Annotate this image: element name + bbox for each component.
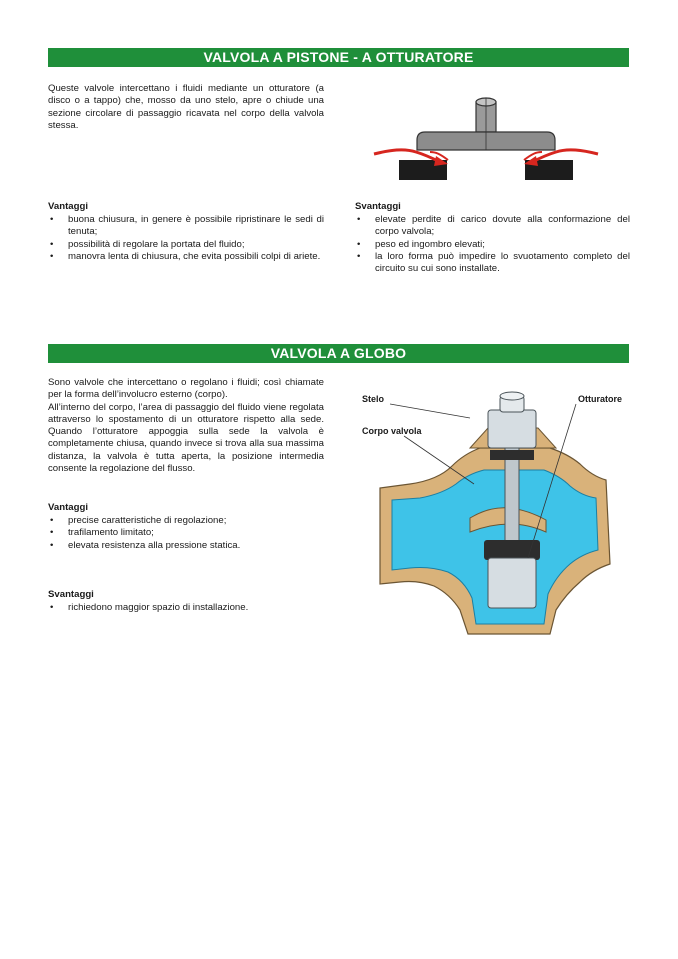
cons-list [48, 602, 324, 614]
packing-nut [488, 410, 536, 448]
cons-title: Svantaggi [355, 201, 401, 212]
list-item: • elevata resistenza alla pressione statica. [48, 540, 324, 552]
list-item: • richiedono maggior spazio di installazione. [48, 602, 324, 614]
pros-title: Vantaggi [48, 502, 88, 513]
list-item: • trafilamento limitato; [48, 527, 324, 539]
list-item: • elevate perdite di carico dovute alla conformazione del corpo valvola; [355, 214, 630, 239]
globe-intro-p1: Sono valvole che intercettano o regolano i fluidi; così chiamate per la forma dell’involucro esterno (corpo). [48, 377, 324, 401]
label-stem: Stelo [362, 394, 385, 404]
list-item: • buona chiusura, in genere è possibile ripristinare le sedi di tenuta; [48, 214, 324, 239]
list-item: • peso ed ingombro elevati; [355, 239, 630, 251]
piston-valve-diagram [370, 92, 610, 184]
list-item: • manovra lenta di chiusura, che evita possibili colpi di ariete. [48, 251, 324, 263]
list-item: • possibilità di regolare la portata del fluido; [48, 239, 324, 251]
cons-title: Svantaggi [48, 589, 94, 600]
globe-valve-diagram [360, 388, 628, 644]
valve-plug [488, 558, 536, 608]
pros-list [48, 515, 324, 552]
list-item: • precise caratteristiche di regolazione; [48, 515, 324, 527]
cons-list [355, 214, 630, 275]
piston-valve-intro: Queste valvole intercettano i fluidi mediante un otturatore (a disco o a tappo) che, mosso da uno stelo, apre o chiude una sezione circolare di passaggio ricavata nel corpo della valvola stessa. [48, 83, 324, 131]
section-title-piston-valve: VALVOLA A PISTONE - A OTTURATORE [48, 48, 629, 67]
label-plug: Otturatore [578, 394, 623, 404]
pros-title: Vantaggi [48, 201, 88, 212]
globe-valve-intro [48, 377, 324, 475]
list-item: • la loro forma può impedire lo svuotamento completo del circuito su cui sono installate. [355, 251, 630, 276]
pros-list [48, 214, 324, 263]
label-body: Corpo valvola [362, 426, 422, 436]
globe-intro-p2: All’interno del corpo, l’area di passaggio del fluido viene regolata attraverso lo spostamento di un otturatore rispetto alla sede. Quando l’otturatore appoggia sulla sede la valvola è completamente chiusa, quando invece si trova alla sua massima distanza, la valvola è tutta aperta, la posizione intermedia consente la regolazione del flusso. [48, 401, 324, 475]
section-title-globe-valve: VALVOLA A GLOBO [48, 344, 629, 363]
valve-plug-ring [484, 540, 540, 560]
